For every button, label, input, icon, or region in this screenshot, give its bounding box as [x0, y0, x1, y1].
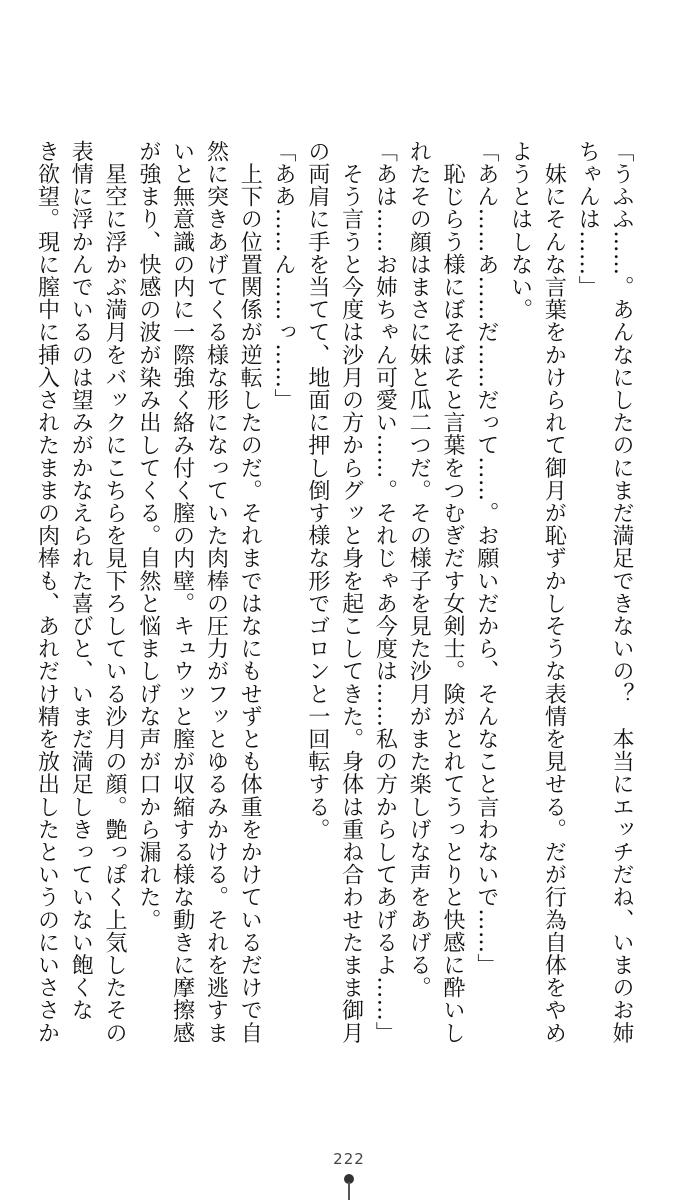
text-line-2: ちゃんは……」	[575, 140, 601, 299]
text-line-18: き欲望。現に膣中に挿入されたままの肉棒も、あれだけ精を放出したというのにいささか	[34, 140, 60, 1044]
text-line-11: 「ああ……ん……っ……」	[271, 140, 297, 412]
text-line-6: 恥じらう様にぼそぼそと言葉をつむぎだす女剣士。険がとれてうっとりと快感に酔いし	[440, 140, 466, 1044]
page-marker-stem	[348, 1182, 350, 1200]
text-line-3: 妹にそんな言葉をかけられて御月が恥ずかしそうな表情を見せる。だが行為自体をやめ	[541, 140, 567, 1044]
text-line-17: 表情に浮かんでいるのは望みがかなえられた喜びと、いまだ満足しきっていない飽くな	[68, 140, 94, 1022]
text-line-7: れたその顔はまさに妹と瓜二つだ。その様子を見た沙月がまた楽しげな声をあげる。	[406, 140, 432, 999]
text-line-5: 「あん……あ……だ……だって……。お願いだから、そんなこと言わないで……」	[473, 140, 499, 977]
text-line-9: そう言うと今度は沙月の方からグッと身を起こしてきた。身体は重ね合わせたまま御月	[338, 140, 364, 1044]
text-line-15: が強まり、快感の波が染み出してくる。自然と悩ましげな声が口から漏れた。	[135, 140, 161, 931]
text-line-16: 星空に浮かぶ満月をバックにこちらを見下ろしている沙月の顔。艶っぽく上気したその	[102, 140, 128, 1044]
text-line-8: 「あは……お姉ちゃん可愛い……。それじゃあ今度は……私の方からしてあげるよ……」	[372, 140, 398, 1044]
text-line-10: の両肩に手を当てて、地面に押し倒す様な形でゴロンと一回転する。	[304, 140, 330, 841]
page-number: 222	[333, 1150, 365, 1168]
text-line-14: いと無意識の内に一際強く絡み付く膣の内壁。キュウッと膣が収縮する様な動きに摩擦感	[169, 140, 195, 1044]
novel-text-column	[34, 140, 638, 1044]
text-line-1: 「うふふ……。あんなにしたのにまだ満足できないの？ 本当にエッチだね、いまのお姉	[609, 140, 634, 1044]
text-line-4: ようとはしない。	[507, 140, 533, 321]
text-line-13: 然に突きあげてくる様な形になっていた肉棒の圧力がフッとゆるみかける。それを逃すま	[203, 140, 229, 1044]
page-marker-ornament	[342, 1174, 356, 1200]
text-line-12: 上下の位置関係が逆転したのだ。それまではなにもせずとも体重をかけているだけで自	[237, 140, 263, 1044]
